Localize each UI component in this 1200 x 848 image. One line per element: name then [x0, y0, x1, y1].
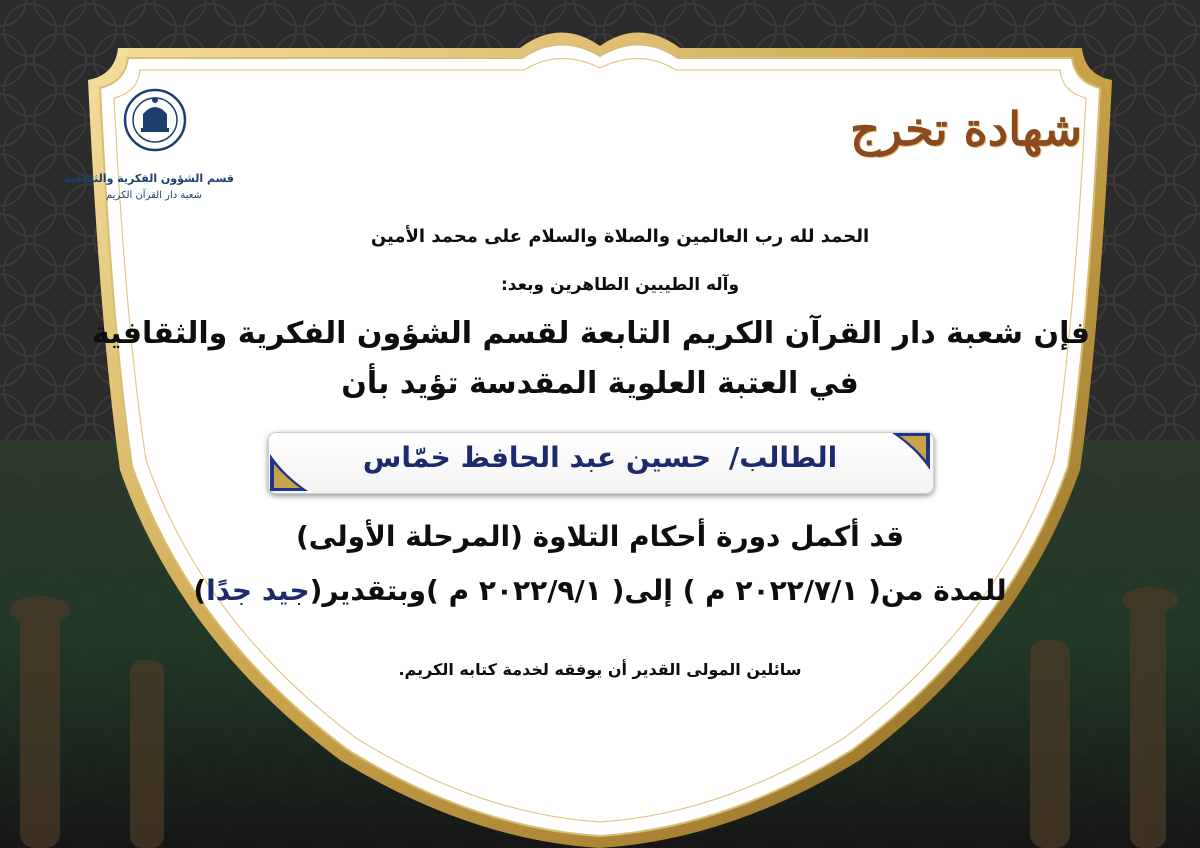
intro-line-1: الحمد لله رب العالمين والصلاة والسلام على محمد الأمين	[370, 226, 870, 247]
student-line	[268, 441, 932, 474]
org-department: قسم الشؤون الفكرية والثقافية	[63, 172, 234, 185]
student-name: حسين عبد الحافظ خمّاس	[362, 441, 712, 474]
grade-value: جيد جدًا	[206, 574, 310, 607]
statement-line-2: في العتبة العلوية المقدسة تؤيد بأن	[341, 366, 859, 401]
period-close: )	[193, 574, 207, 607]
certificate-title: شهادة تخرج	[850, 102, 1082, 156]
student-prefix: الطالب/	[728, 441, 838, 474]
period-line	[120, 574, 1080, 607]
period-text: للمدة من( ٢٠٢٢/٧/١ م ) إلى( ٢٠٢٢/٩/١ م )وبتقدير(	[309, 574, 1007, 607]
statement-line-1: فإن شعبة دار القرآن الكريم التابعة لقسم الشؤون الفكرية والثقافية	[91, 316, 1090, 351]
course-line: قد أكمل دورة أحكام التلاوة (المرحلة الأولى)	[295, 520, 905, 553]
org-branch: شعبة دار القرآن الكريم	[105, 190, 202, 201]
closing-line: سائلين المولى القدير أن يوفقه لخدمة كتابه الكريم.	[398, 660, 802, 679]
intro-line-2: وآله الطيبين الطاهرين وبعد:	[500, 275, 740, 295]
